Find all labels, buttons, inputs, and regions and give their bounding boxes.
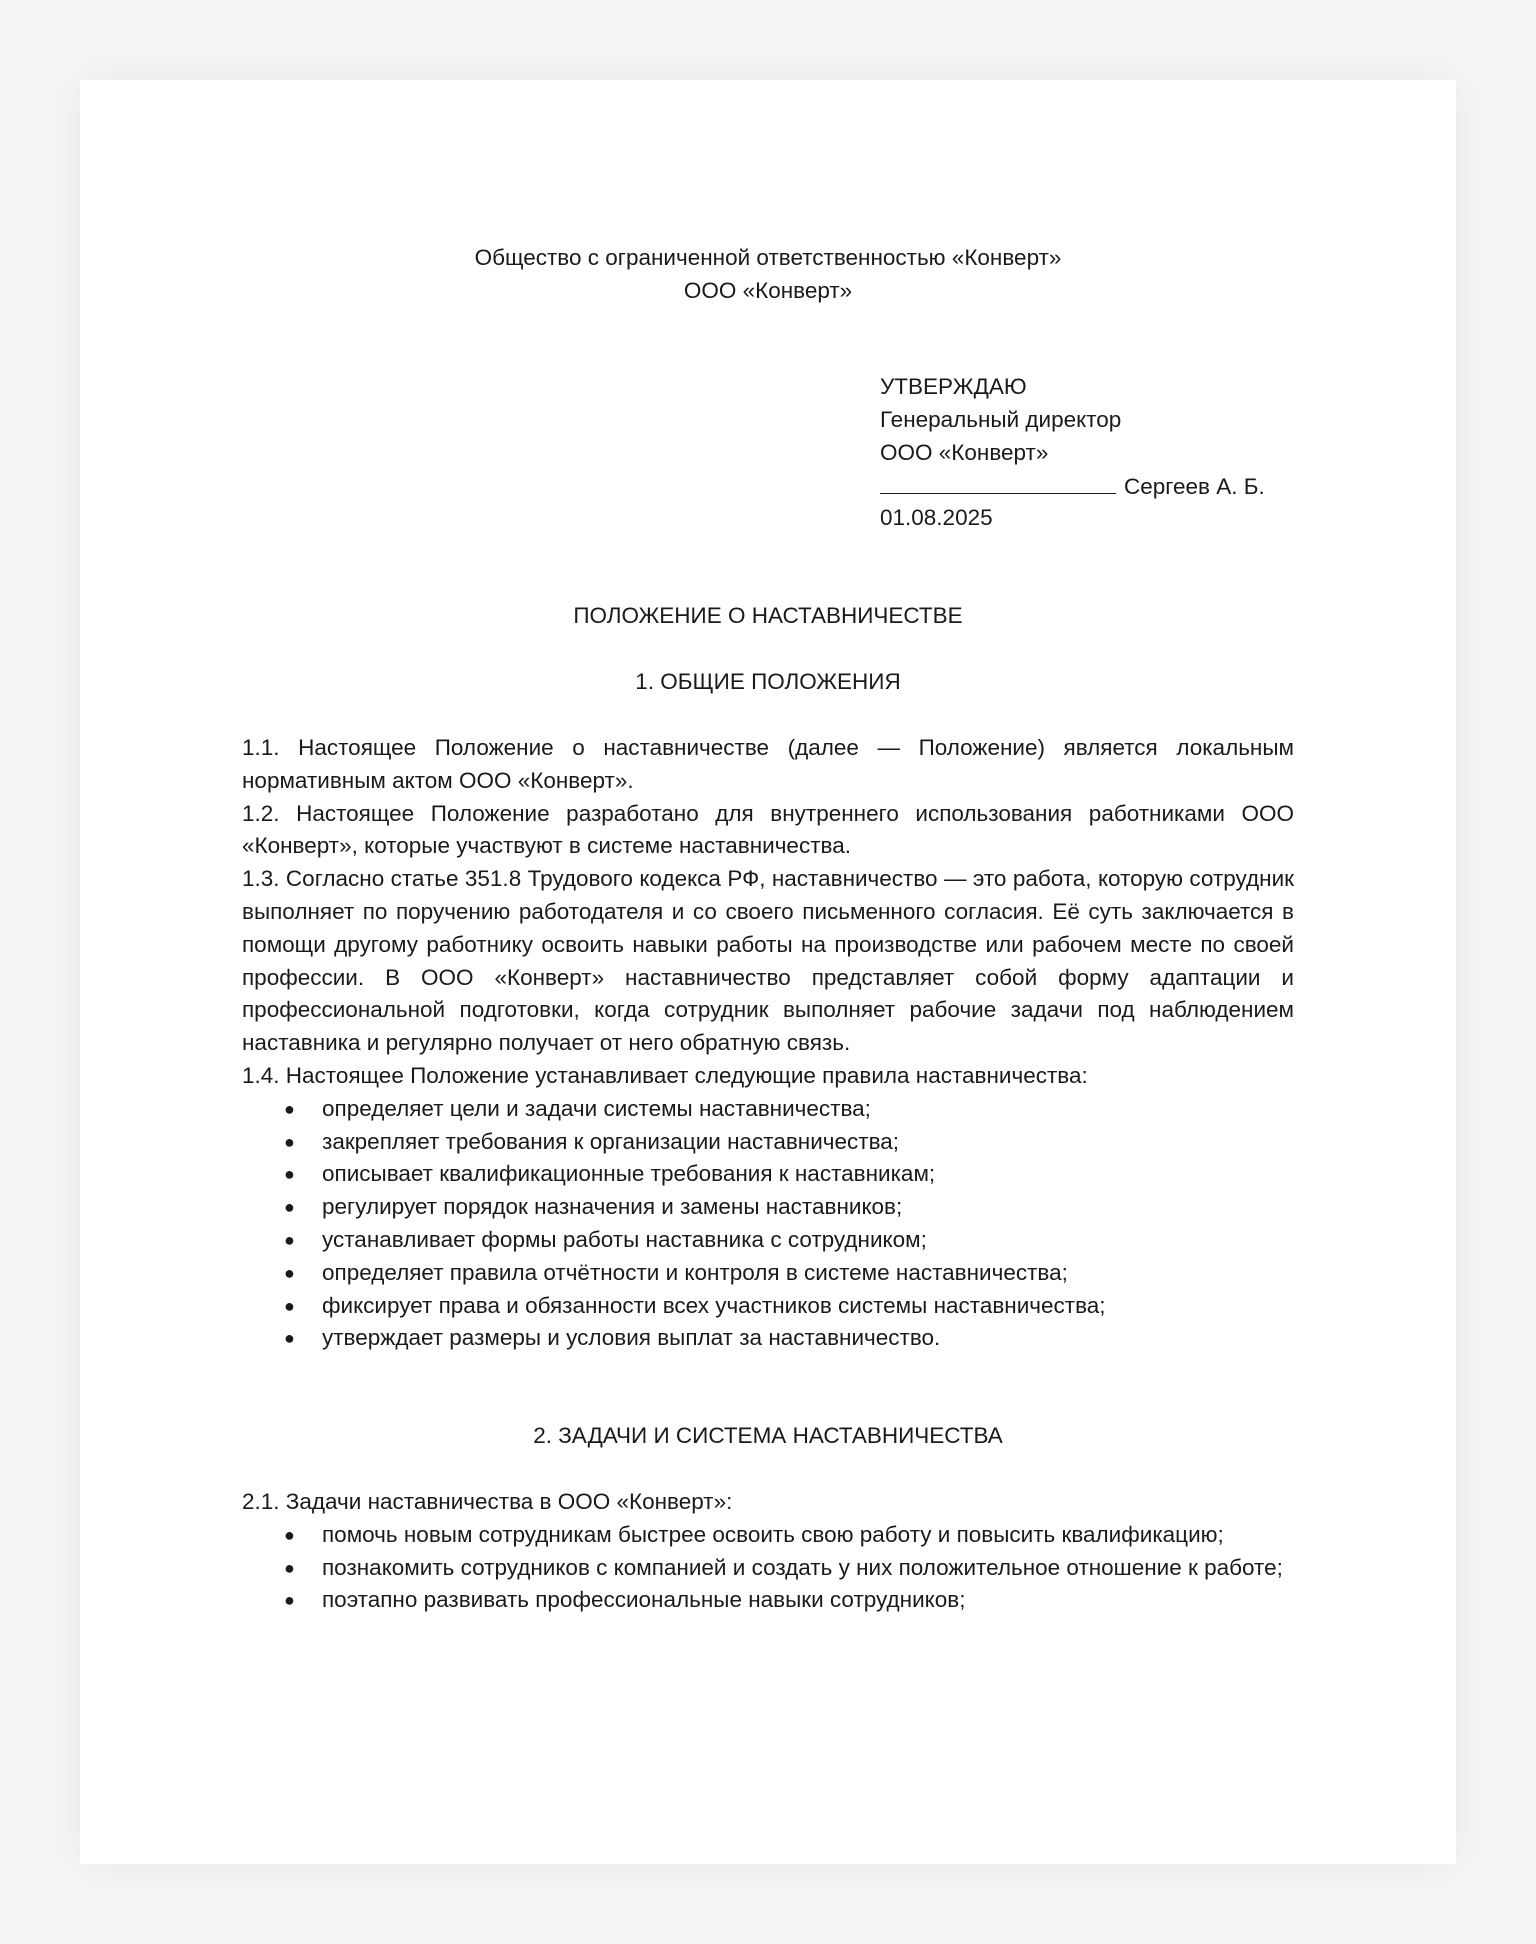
approver-company: ООО «Конверт»: [880, 439, 1049, 465]
section-2-body: [242, 1486, 1294, 1617]
section-1-bullet-list: [242, 1093, 1294, 1355]
approval-date: 01.08.2025: [880, 505, 993, 531]
list-item: [242, 1584, 1294, 1617]
approval-block: [880, 371, 1294, 535]
list-item-text: поэтапно развивать профессиональные навыки сотрудников;: [322, 1587, 966, 1613]
list-item-text: определяет правила отчётности и контроля в системе наставничества;: [322, 1259, 1068, 1285]
list-item: [242, 1552, 1294, 1585]
list-item: [242, 1257, 1294, 1290]
bullet-icon: ●: [284, 1098, 295, 1119]
list-item: [242, 1519, 1294, 1552]
section-1-heading: 1. ОБЩИЕ ПОЛОЖЕНИЯ: [635, 669, 901, 694]
bullet-icon: ●: [284, 1164, 295, 1185]
section-2-bullet-list: [242, 1519, 1294, 1617]
list-item: [242, 1158, 1294, 1191]
list-item-text: устанавливает формы работы наставника с сотрудником;: [322, 1226, 927, 1252]
paragraph-1-3: 1.3. Согласно статье 351.8 Трудового кодекса РФ, наставничество — это работа, которую сотрудник выполняет по поручению работодателя и со своего письменного согласия. Её суть заключается в помощи другому работнику освоить навыки работы на производстве или рабочем месте по своей профессии. В ООО «Конверт» наставничество представляет собой форму адаптации и профессиональной подготовки, когда сотрудник выполняет рабочие задачи под наблюдением наставника и регулярно получает от него обратную связь.: [242, 866, 1294, 1056]
paragraph-1-4: 1.4. Настоящее Положение устанавливает следующие правила наставничества:: [242, 1062, 1088, 1088]
org-short-name: ООО «Конверт»: [683, 277, 853, 303]
list-item: [242, 1290, 1294, 1323]
paragraph-1-2: 1.2. Настоящее Положение разработано для внутреннего использования работниками ООО «Конверт», которые участвуют в системе наставничества.: [242, 800, 1294, 859]
list-item: [242, 1093, 1294, 1126]
bullet-icon: ●: [284, 1262, 295, 1283]
list-item-text: описывает квалификационные требования к наставникам;: [322, 1161, 936, 1187]
list-item: [242, 1322, 1294, 1355]
list-item: [242, 1191, 1294, 1224]
organization-header: [242, 242, 1294, 308]
list-item-text: познакомить сотрудников с компанией и создать у них положительное отношение к работе;: [322, 1554, 1283, 1580]
signature-line: [880, 469, 1116, 494]
org-full-name: Общество с ограниченной ответственностью «Конверт»: [474, 245, 1062, 270]
bullet-icon: ●: [284, 1197, 295, 1218]
document-page: [80, 80, 1456, 1864]
approve-label: УТВЕРЖДАЮ: [880, 374, 1027, 399]
list-item: [242, 1224, 1294, 1257]
bullet-icon: ●: [284, 1557, 295, 1578]
bullet-icon: ●: [284, 1229, 295, 1250]
paragraph-1-1: 1.1. Настоящее Положение о наставничестве (далее — Положение) является локальным нормативным актом ООО «Конверт».: [242, 735, 1294, 793]
list-item-text: помочь новым сотрудникам быстрее освоить свою работу и повысить квалификацию;: [322, 1521, 1224, 1547]
bullet-icon: ●: [284, 1590, 295, 1611]
signatory-name: Сергеев А. Б.: [1124, 474, 1265, 500]
approver-position: Генеральный директор: [880, 406, 1122, 432]
paragraph-2-1: 2.1. Задачи наставничества в ООО «Конверт»:: [242, 1489, 733, 1514]
list-item-text: закрепляет требования к организации наставничества;: [322, 1128, 900, 1154]
list-item-text: регулирует порядок назначения и замены наставников;: [322, 1194, 903, 1220]
bullet-icon: ●: [284, 1131, 295, 1152]
list-item: [242, 1126, 1294, 1159]
list-item-text: утверждает размеры и условия выплат за наставничество.: [322, 1325, 941, 1351]
list-item-text: определяет цели и задачи системы наставничества;: [322, 1095, 871, 1121]
signature-row: [880, 469, 1294, 502]
section-2-heading: 2. ЗАДАЧИ И СИСТЕМА НАСТАВНИЧЕСТВА: [533, 1423, 1003, 1448]
list-item-text: фиксирует права и обязанности всех участников системы наставничества;: [322, 1292, 1106, 1318]
bullet-icon: ●: [284, 1524, 295, 1545]
bullet-icon: ●: [284, 1328, 295, 1349]
document-title: ПОЛОЖЕНИЕ О НАСТАВНИЧЕСТВЕ: [573, 603, 963, 628]
bullet-icon: ●: [284, 1295, 295, 1316]
section-1-body: [242, 732, 1294, 1355]
